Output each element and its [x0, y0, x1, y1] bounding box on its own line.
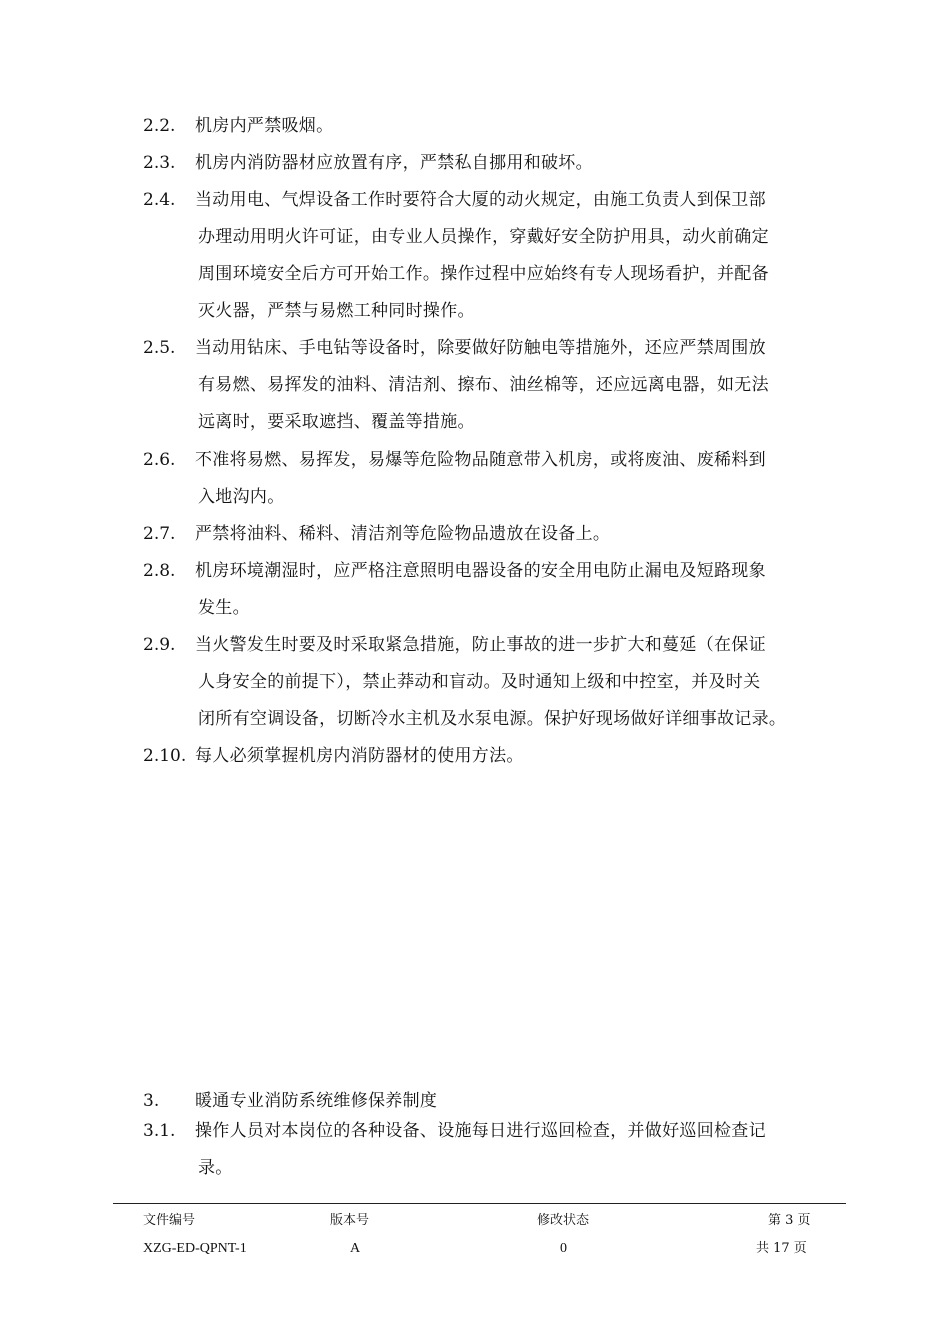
text-line: 当动用钻床、手电钻等设备时，除要做好防触电等措施外，还应严禁周围放 — [195, 338, 766, 358]
section-text — [195, 1113, 835, 1187]
text-line: 发生。 — [198, 598, 250, 618]
section-text — [195, 182, 835, 330]
section-text — [195, 442, 835, 516]
section-number: 2.2. — [143, 116, 176, 136]
text-line: 暖通专业消防系统维修保养制度 — [195, 1091, 438, 1111]
section-text — [195, 738, 835, 775]
text-line: 人身安全的前提下），禁止莽动和盲动。及时通知上级和中控室，并及时关 — [198, 672, 761, 692]
section-number: 2.7. — [143, 524, 176, 544]
footer-doc-no-label: 文件编号 — [143, 1213, 196, 1228]
section-number: 2.8. — [143, 561, 176, 581]
text-line: 每人必须掌握机房内消防器材的使用方法。 — [195, 746, 524, 766]
text-line: 操作人员对本岗位的各种设备、设施每日进行巡回检查，并做好巡回检查记 — [195, 1121, 766, 1141]
text-line: 远离时，要采取遮挡、覆盖等措施。 — [198, 412, 475, 432]
section-number: 2.10. — [143, 746, 187, 766]
text-line: 入地沟内。 — [198, 487, 285, 507]
section-number: 3.1. — [143, 1121, 176, 1141]
section-number: 2.4. — [143, 190, 176, 210]
section-number: 3. — [143, 1091, 160, 1111]
section-number: 2.5. — [143, 338, 176, 358]
text-line: 周围环境安全后方可开始工作。操作过程中应始终有专人现场看护，并配备 — [198, 264, 769, 284]
section-number: 2.9. — [143, 635, 176, 655]
footer-version-label: 版本号 — [330, 1213, 370, 1228]
footer-revision-value: 0 — [560, 1241, 567, 1256]
footer-revision-label: 修改状态 — [537, 1213, 590, 1228]
text-line: 机房环境潮湿时，应严格注意照明电器设备的安全用电防止漏电及短路现象 — [195, 561, 766, 581]
text-line: 有易燃、易挥发的油料、清洁剂、擦布、油丝棉等，还应远离电器，如无法 — [198, 375, 769, 395]
section-text — [195, 553, 835, 627]
text-line: 当火警发生时要及时采取紧急措施，防止事故的进一步扩大和蔓延（在保证 — [195, 635, 766, 655]
text-line: 灭火器，严禁与易燃工种同时操作。 — [198, 301, 475, 321]
section-number: 2.6. — [143, 450, 176, 470]
text-line: 严禁将油料、稀料、清洁剂等危险物品遗放在设备上。 — [195, 524, 611, 544]
text-line: 机房内消防器材应放置有序，严禁私自挪用和破坏。 — [195, 153, 593, 173]
section-text — [195, 516, 835, 553]
section-text — [195, 145, 835, 182]
footer-version-value: A — [350, 1241, 361, 1256]
section-number: 2.3. — [143, 153, 176, 173]
text-line: 当动用电、气焊设备工作时要符合大厦的动火规定，由施工负责人到保卫部 — [195, 190, 766, 210]
text-line: 不准将易燃、易挥发，易爆等危险物品随意带入机房，或将废油、废稀料到 — [195, 450, 766, 470]
footer-doc-no-value: XZG-ED-QPNT-1 — [143, 1241, 247, 1256]
footer-total-pages: 共 17 页 — [756, 1241, 807, 1256]
footer-page-number: 第 3 页 — [768, 1213, 811, 1228]
footer-divider — [113, 1203, 846, 1204]
text-line: 办理动用明火许可证，由专业人员操作，穿戴好安全防护用具，动火前确定 — [198, 227, 769, 247]
section-text — [195, 627, 835, 738]
text-line: 机房内严禁吸烟。 — [195, 116, 334, 136]
section-text — [195, 330, 835, 441]
text-line: 录。 — [198, 1158, 233, 1178]
text-line: 闭所有空调设备，切断冷水主机及水泵电源。保护好现场做好详细事故记录。 — [198, 709, 787, 729]
section-text — [195, 108, 835, 145]
